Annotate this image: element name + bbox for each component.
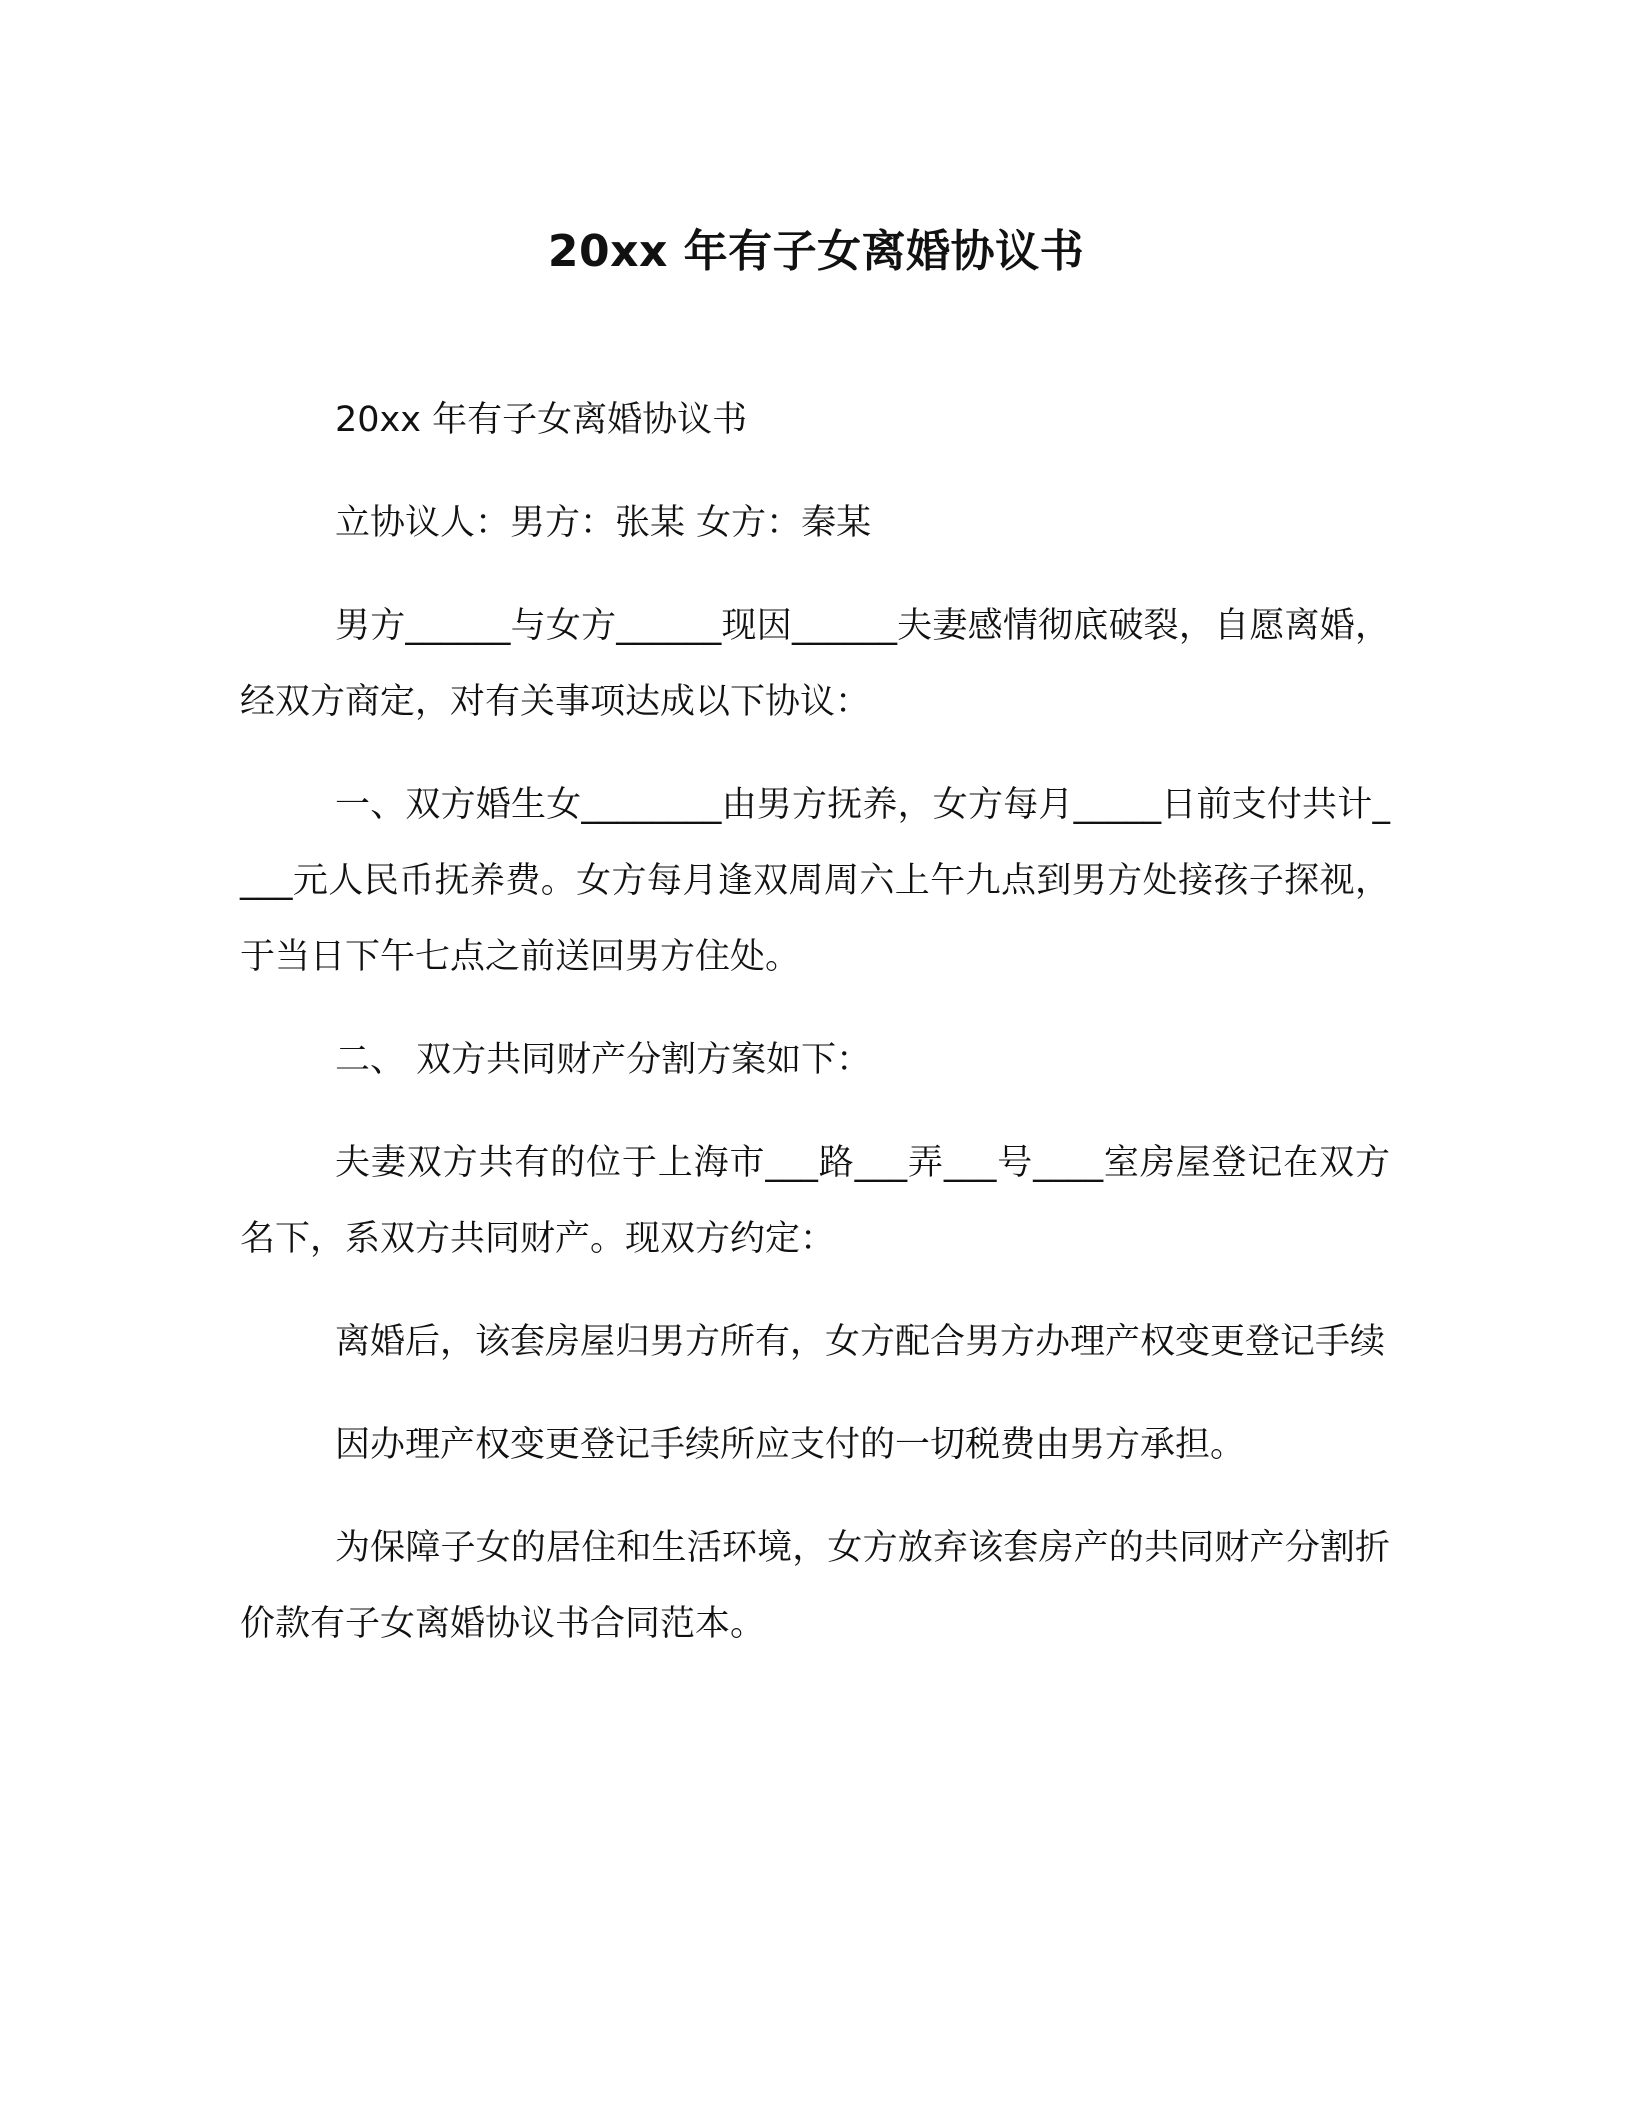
paragraph-property-ownership: 离婚后，该套房屋归男方所有，女方配合男方办理产权变更登记手续 [335,1322,1386,1362]
paragraph-clause-2-heading: 二、 双方共同财产分割方案如下： [335,1040,872,1080]
paragraph-property-taxes: 因办理产权变更登记手续所应支付的一切税费由男方承担。 [335,1425,1246,1465]
paragraph-parties: 立协议人：男方：张某 女方：秦某 [335,503,872,543]
paragraph-subtitle: 20xx 年有子女离婚协议书 [335,400,748,440]
paragraph-clause-1-custody: 一、双方婚生女________由男方抚养，女方每月_____日前支付共计____元人民币抚养费。女方每月逢双周周六上午九点到男方处接孩子探视，于当日下午七点之前送回男方住处。 [240,785,1390,977]
paragraph-property-description: 夫妻双方共有的位于上海市___路___弄___号____室房屋登记在双方名下，系双方共同财产。现双方约定： [240,1143,1390,1259]
paragraph-preamble: 男方______与女方______现因______夫妻感情彻底破裂，自愿离婚，经双方商定，对有关事项达成以下协议： [240,606,1390,722]
document-body [240,382,1390,1689]
paragraph-property-waiver: 为保障子女的居住和生活环境，女方放弃该套房产的共同财产分割折价款有子女离婚协议书合同范本。 [240,1528,1390,1644]
document-title: 20xx 年有子女离婚协议书 [547,226,1085,277]
